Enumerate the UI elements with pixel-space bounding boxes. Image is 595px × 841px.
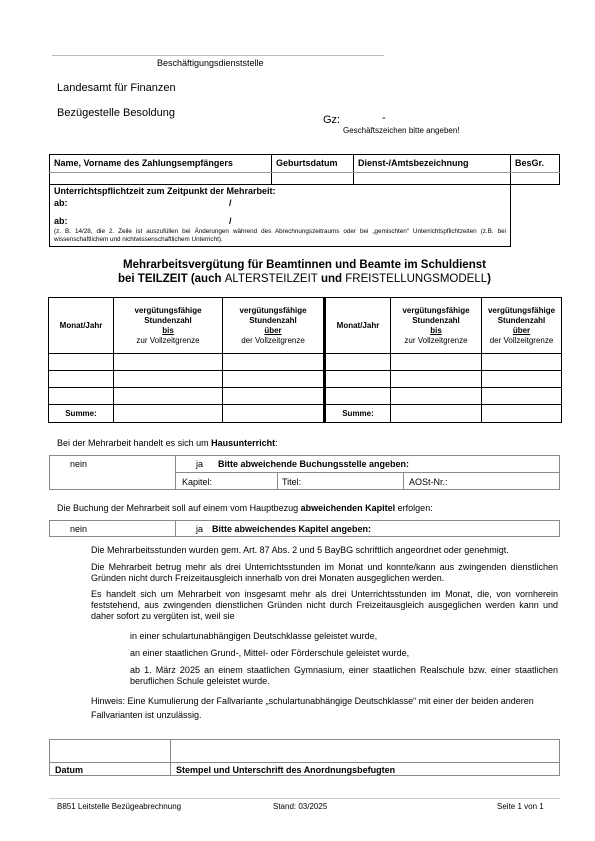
option-2-checkbox[interactable] [116, 649, 123, 656]
hours-cell[interactable] [114, 371, 223, 388]
slash-2: / [229, 216, 232, 226]
option-2: an einer staatlichen Grund-, Mittel- oder Förderschule geleistet wurde, [130, 648, 410, 658]
form-title-line-1: Mehrarbeitsvergütung für Beamtinnen und Beamte im Schuldienst [123, 259, 486, 271]
hours-cell[interactable] [482, 354, 562, 371]
cumulation-hint: Hinweis: Eine Kumulierung der Fallvariante „schulartunabhängige Deutschklasse“ mit einer der beiden anderen Fallvarianten ist unzulässig. [91, 696, 534, 720]
hours-cell[interactable] [114, 354, 223, 371]
booking-yes-hint: Bitte abweichendes Kapitel angeben: [212, 524, 372, 534]
home-yes-checkbox[interactable] [183, 459, 190, 466]
hours-cell[interactable] [325, 354, 391, 371]
statement-3-checkbox[interactable] [77, 590, 84, 597]
col-birthdate: Geburtsdatum [276, 158, 338, 168]
statement-2-checkbox[interactable] [77, 563, 84, 570]
sum-cell[interactable] [114, 405, 223, 423]
hours-cell[interactable] [325, 371, 391, 388]
hours-cell[interactable] [325, 388, 391, 405]
hours-cell[interactable] [391, 371, 482, 388]
option-3: ab 1. März 2025 an einem staatlichen Gymnasium, einer staatlichen Realschule bzw. einer staatlichen beruflichen Schule geleistet wurde. [130, 665, 558, 686]
home-no-label: nein [70, 459, 88, 469]
sum-label-left: Summe: [49, 405, 114, 423]
statement-3: Es handelt sich um Mehrarbeit von insgesamt mehr als drei Unterrichtsstunden im Monat, die, von vornherein feststehend, aus zwingenden dienstlichen Gründen nicht durch Freizeitausgleich ausgeglichen werden kann und daher sofort zu vergüten ist, weil sie [91, 589, 558, 621]
dienststelle-line [52, 55, 384, 56]
booking-no-label: nein [70, 524, 88, 534]
gz-hint: Geschäftszeichen bitte angeben! [343, 126, 460, 135]
footer-version: Stand: 03/2025 [273, 802, 328, 811]
hours-row [49, 388, 562, 405]
hours-col-over-right: vergütungsfähige Stundenzahl über der Vollzeitgrenze [482, 298, 562, 354]
hours-col-over-left: vergütungsfähige Stundenzahl über der Vollzeitgrenze [223, 298, 325, 354]
hours-cell[interactable] [223, 354, 325, 371]
hours-cell[interactable] [49, 371, 114, 388]
statement-1-checkbox[interactable] [77, 546, 84, 553]
sum-cell[interactable] [391, 405, 482, 423]
teaching-note: (z. B. 14/28, die 2. Zeile ist auszufüllen bei Änderungen während des Abrechnungszeitraums oder bei „gemischten“ Unterrichtspflichtzeiten (z.B. bei wissenschaftlichem und nichtwissenschaftlichem Unterricht). [54, 228, 506, 243]
booking-no-checkbox[interactable] [58, 525, 65, 532]
hours-cell[interactable] [391, 388, 482, 405]
hours-col-month-right: Monat/Jahr [325, 298, 391, 354]
hours-cell[interactable] [223, 371, 325, 388]
col-grade: BesGr. [515, 158, 545, 168]
footer-form-id: B851 Leitstelle Bezügeabrechnung [57, 802, 182, 811]
ab-label-2: ab: [54, 216, 68, 226]
home-teaching-question: Bei der Mehrarbeit handelt es sich um Hausunterricht: [57, 438, 278, 448]
dienststelle-label: Beschäftigungsdienststelle [157, 58, 264, 68]
form-title-line-2: bei TEILZEIT (auch ALTERSTEILZEIT und FREISTELLUNGSMODELL) [118, 273, 491, 285]
hours-cell[interactable] [49, 388, 114, 405]
footer-page: Seite 1 von 1 [497, 802, 544, 811]
option-3-checkbox[interactable] [116, 666, 123, 673]
sum-cell[interactable] [482, 405, 562, 423]
option-1: in einer schulartunabhängigen Deutschklasse geleistet wurde, [130, 631, 378, 641]
hours-col-month-left: Monat/Jahr [49, 298, 114, 354]
date-label: Datum [55, 765, 84, 775]
gz-dash: - [382, 112, 386, 124]
hours-row [49, 371, 562, 388]
address-line-1: Landesamt für Finanzen [57, 82, 176, 94]
address-line-2: Bezügestelle Besoldung [57, 107, 176, 119]
teaching-time-label: Unterrichtspflichtzeit zum Zeitpunkt der Mehrarbeit: [54, 186, 276, 196]
hours-cell[interactable] [49, 354, 114, 371]
titel-label: Titel: [282, 477, 302, 487]
option-1-checkbox[interactable] [116, 632, 123, 639]
hours-table [48, 297, 562, 423]
home-yes-label: ja [196, 459, 204, 469]
hours-cell[interactable] [223, 388, 325, 405]
sum-label-right: Summe: [325, 405, 391, 423]
hours-row [49, 354, 562, 371]
col-title: Dienst-/Amtsbezeichnung [358, 158, 469, 168]
booking-question: Die Buchung der Mehrarbeit soll auf einem vom Hauptbezug abweichenden Kapitel erfolgen: [57, 503, 433, 513]
ab-label-1: ab: [54, 198, 68, 208]
hours-cell[interactable] [114, 388, 223, 405]
col-name: Name, Vorname des Zahlungsempfängers [54, 158, 233, 168]
hours-cell[interactable] [391, 354, 482, 371]
hours-cell[interactable] [482, 388, 562, 405]
signature-label: Stempel und Unterschrift des Anordnungsbefugten [176, 765, 396, 775]
hours-cell[interactable] [482, 371, 562, 388]
booking-yes-checkbox[interactable] [183, 524, 190, 531]
hours-col-upto-left: vergütungsfähige Stundenzahl bis zur Vollzeitgrenze [114, 298, 223, 354]
slash-1: / [229, 198, 232, 208]
statement-1: Die Mehrarbeitsstunden wurden gem. Art. 87 Abs. 2 und 5 BayBG schriftlich angeordnet oder genehmigt. [91, 545, 509, 555]
home-no-checkbox[interactable] [58, 460, 65, 467]
hours-col-upto-right: vergütungsfähige Stundenzahl bis zur Vollzeitgrenze [391, 298, 482, 354]
hours-sum-row [49, 405, 562, 423]
sum-cell[interactable] [223, 405, 325, 423]
kapitel-label: Kapitel: [182, 477, 213, 487]
gz-label: Gz: [323, 114, 341, 126]
aost-label: AOSt-Nr.: [409, 477, 448, 487]
home-yes-hint: Bitte abweichende Buchungsstelle angeben: [218, 459, 410, 469]
statement-2: Die Mehrarbeit betrug mehr als drei Unterrichtsstunden im Monat und konnte/kann aus zwingenden dienstlichen Gründen nicht durch Freizeitausgleich innerhalb von drei Monaten ausgeglichen werden. [91, 562, 558, 583]
booking-yes-label: ja [196, 524, 204, 534]
